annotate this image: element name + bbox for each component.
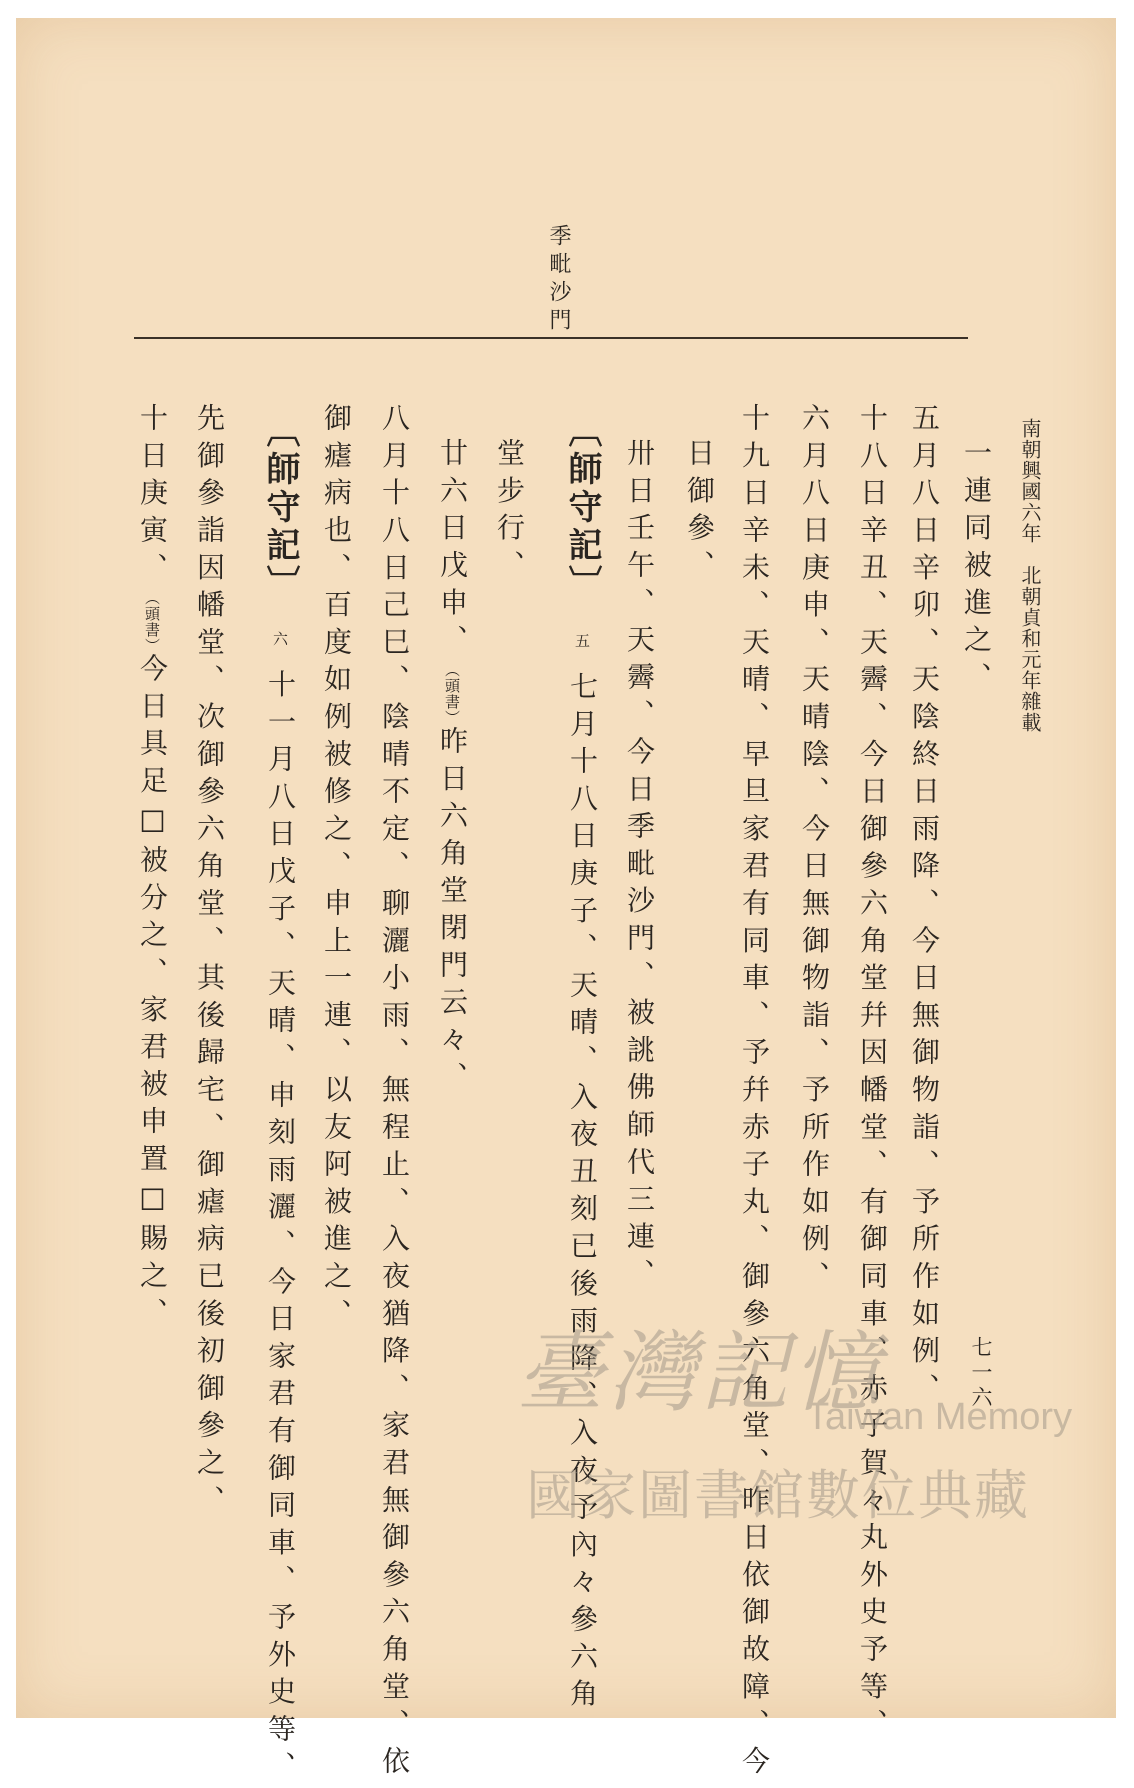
text-line-8 — [558, 413, 607, 1716]
text-line-3: 十八日辛丑、天霽、今日御參六角堂幷因幡堂、有御同車、赤子賀々丸外史予等、 — [856, 403, 889, 1746]
text-line-1: 一連同被進之、 — [960, 438, 993, 700]
entry-text: 昨日六角堂閉門云々、 — [436, 725, 469, 1099]
horizontal-rule — [134, 337, 968, 339]
entry-number: 六 — [271, 631, 289, 656]
entry-number: 五 — [573, 633, 591, 658]
entry-date: 十日庚寅、 — [136, 403, 169, 590]
watermark-script: 臺灣記憶 — [516, 1321, 885, 1424]
document-page — [16, 18, 1116, 1788]
text-line-5: 十九日辛未、天晴、早旦家君有同車、予幷赤子丸、御參六角堂、昨日依御故障、今 — [738, 403, 771, 1784]
text-line-12: 御瘧病也、百度如例被修之、申上一連、以友阿被進之、 — [320, 403, 353, 1336]
entry-text: 今日具足□被分之、家君被申置□賜之、 — [136, 653, 169, 1335]
margin-title: 季毗沙門 — [546, 224, 571, 336]
source-label: 〔師守記〕 — [260, 413, 300, 603]
text-line-10 — [434, 438, 470, 1099]
watermark-chinese: 國家圖書館數位典藏 — [526, 1464, 1030, 1527]
head-note: （頭書） — [443, 661, 461, 726]
entry-date: 廿六日戊申、 — [436, 438, 469, 662]
watermark-english: Taiwan Memory — [806, 1396, 1073, 1438]
source-label: 〔師守記〕 — [562, 413, 602, 603]
running-header: 南朝興國六年 北朝貞和元年雜載 — [1018, 418, 1042, 733]
text-line-13 — [256, 413, 305, 1788]
page-number: 七一六 — [969, 1336, 993, 1411]
head-note: （頭書） — [143, 589, 161, 654]
text-line-11: 八月十八日己巳、陰晴不定、聊灑小雨、無程止、入夜猶降、家君無御參六角堂、依 — [378, 403, 411, 1784]
text-line-7: 卅日壬午、天霽、今日季毗沙門、被誂佛師代三連、 — [623, 438, 656, 1296]
entry-text: 七月十八日庚子、天晴、入夜丑刻已後雨降、入夜予內々參六角 — [566, 671, 599, 1716]
text-line-14: 先御參詣因幡堂、次御參六角堂、其後歸宅、御瘧病已後初御參之、 — [193, 403, 226, 1522]
text-line-4: 六月八日庚申、天晴陰、今日無御物詣、予所作如例、 — [798, 403, 831, 1299]
text-line-6: 日御參、 — [683, 438, 716, 588]
text-line-15 — [134, 403, 170, 1335]
text-line-2: 五月八日辛卯、天陰終日雨降、今日無御物詣、予所作如例、 — [908, 403, 941, 1411]
entry-text: 十一月八日戊子、天晴、申刻雨灑、今日家君有御同車、予外史等、 — [264, 669, 297, 1788]
text-line-9: 堂步行、 — [493, 438, 526, 588]
